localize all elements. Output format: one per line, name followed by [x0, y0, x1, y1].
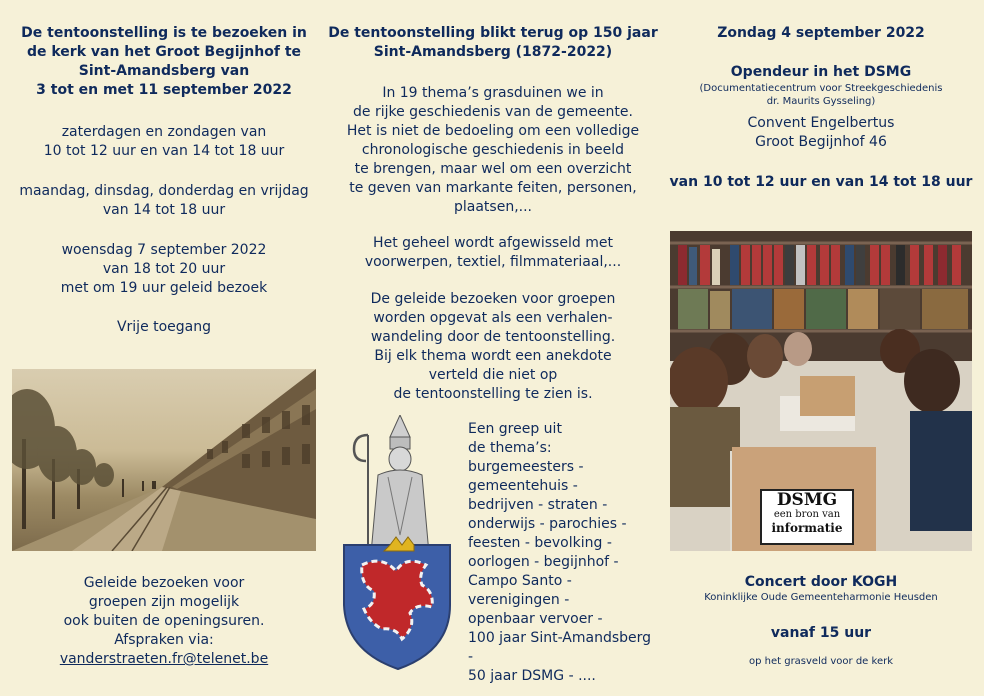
- text-line: Bij elk thema wordt een anekdote: [374, 348, 612, 364]
- title-line: De tentoonstelling is te bezoeken in: [21, 25, 307, 41]
- text-line: van 14 tot 18 uur: [102, 202, 226, 218]
- address: [658, 114, 984, 152]
- exhibition-dates-title: [0, 24, 328, 100]
- text-line: De geleide bezoeken voor groepen: [370, 291, 616, 307]
- list-item: 100 jaar Sint-Amandsberg -: [468, 630, 652, 665]
- list-item: feesten - bevolking -: [468, 535, 612, 551]
- text-line: groepen zijn mogelijk: [88, 594, 240, 610]
- text-line: Convent Engelbertus: [747, 115, 895, 131]
- title-line: De tentoonstelling blikt terug op 150 jaar: [328, 25, 658, 41]
- list-item: oorlogen - begijnhof -: [468, 554, 619, 570]
- text-line: In 19 thema’s grasduinen we in: [382, 85, 604, 101]
- text-line: Het geheel wordt afgewisseld met: [373, 235, 613, 251]
- text-line: de rijke geschiedenis van de gemeente.: [353, 104, 633, 120]
- concert-title: Concert door KOGH: [744, 574, 898, 590]
- objects-paragraph: [328, 234, 658, 272]
- list-item: 50 jaar DSMG - ....: [468, 668, 596, 684]
- dsmg-tagline: een bron van: [773, 509, 841, 520]
- list-item: Een greep uit: [468, 421, 562, 437]
- text-line: (Documentatiecentrum voor Streekgeschiedenis: [699, 83, 943, 94]
- title-line: de kerk van het Groot Begijnhof te: [26, 44, 302, 60]
- open-day-title: Opendeur in het DSMG: [730, 64, 912, 80]
- coat-of-arms-bishop-illustration: [338, 415, 458, 673]
- text-line: Geleide bezoeken voor: [83, 575, 245, 591]
- list-item: onderwijs - parochies -: [468, 516, 627, 532]
- list-item: bedrijven - straten -: [468, 497, 608, 513]
- open-day-hours: van 10 tot 12 uur en van 14 tot 18 uur: [669, 174, 973, 190]
- text-line: plaatsen,...: [453, 199, 532, 215]
- section-title: [328, 24, 658, 62]
- text-line: zaterdagen en zondagen van: [61, 124, 267, 140]
- title-line: 3 tot en met 11 september 2022: [36, 82, 292, 98]
- text-line: 10 tot 12 uur en van 14 tot 18 uur: [43, 143, 285, 159]
- list-item: openbaar vervoer -: [468, 611, 603, 627]
- list-item: verenigingen -: [468, 592, 570, 608]
- list-item: Campo Santo -: [468, 573, 572, 589]
- text-line: te geven van markante feiten, personen,: [349, 180, 637, 196]
- guided-visits-paragraph: [328, 290, 658, 404]
- wednesday-hours: [0, 241, 328, 298]
- text-line: chronologische geschiedenis in beeld: [361, 142, 625, 158]
- open-day-date: Zondag 4 september 2022: [717, 25, 925, 41]
- list-item: burgemeesters -: [468, 459, 584, 475]
- email-link[interactable]: vanderstraeten.fr@telenet.be: [59, 651, 269, 667]
- text-line: van 18 tot 20 uur: [102, 261, 226, 277]
- list-item: de thema’s:: [468, 440, 552, 456]
- concert-time: vanaf 15 uur: [770, 625, 872, 641]
- text-line: dr. Maurits Gysseling): [766, 96, 876, 107]
- text-line: verteld die niet op: [428, 367, 558, 383]
- weekend-hours: [0, 123, 328, 161]
- text-line: met om 19 uur geleid bezoek: [60, 280, 268, 296]
- street-photo: [12, 369, 316, 551]
- organisation-name: [658, 82, 984, 108]
- text-line: maandag, dinsdag, donderdag en vrijdag: [19, 183, 309, 199]
- column-exhibition-info: [0, 0, 328, 696]
- group-visits-info: [0, 574, 328, 669]
- text-line: woensdag 7 september 2022: [61, 242, 267, 258]
- title-line: Sint-Amandsberg van: [78, 63, 250, 79]
- free-entry-text: Vrije toegang: [116, 319, 212, 335]
- dsmg-box: [732, 447, 876, 551]
- text-line: Afspraken via:: [114, 632, 214, 648]
- title-line: Sint-Amandsberg (1872-2022): [373, 44, 613, 60]
- library-photo: [670, 231, 972, 551]
- dsmg-tagline: informatie: [771, 521, 843, 535]
- text-line: te brengen, maar wel om een overzicht: [354, 161, 632, 177]
- text-line: wandeling door de tentoonstelling.: [370, 329, 616, 345]
- text-line: de tentoonstelling te zien is.: [393, 386, 593, 402]
- weekday-hours: [0, 182, 328, 220]
- themes-list: [468, 420, 654, 686]
- text-line: worden opgevat als een verhalen-: [373, 310, 613, 326]
- concert-location: op het grasveld voor de kerk: [748, 656, 894, 667]
- list-item: gemeentehuis -: [468, 478, 578, 494]
- text-line: ook buiten de openingsuren.: [63, 613, 265, 629]
- text-line: Het is niet de bedoeling om een volledige: [346, 123, 640, 139]
- concert-organisation: Koninklijke Oude Gemeenteharmonie Heusden: [704, 592, 938, 603]
- text-line: Groot Begijnhof 46: [755, 134, 887, 150]
- dsmg-logo-text: DSMG: [776, 490, 838, 510]
- intro-paragraph: [328, 84, 658, 217]
- text-line: voorwerpen, textiel, filmmateriaal,...: [364, 254, 622, 270]
